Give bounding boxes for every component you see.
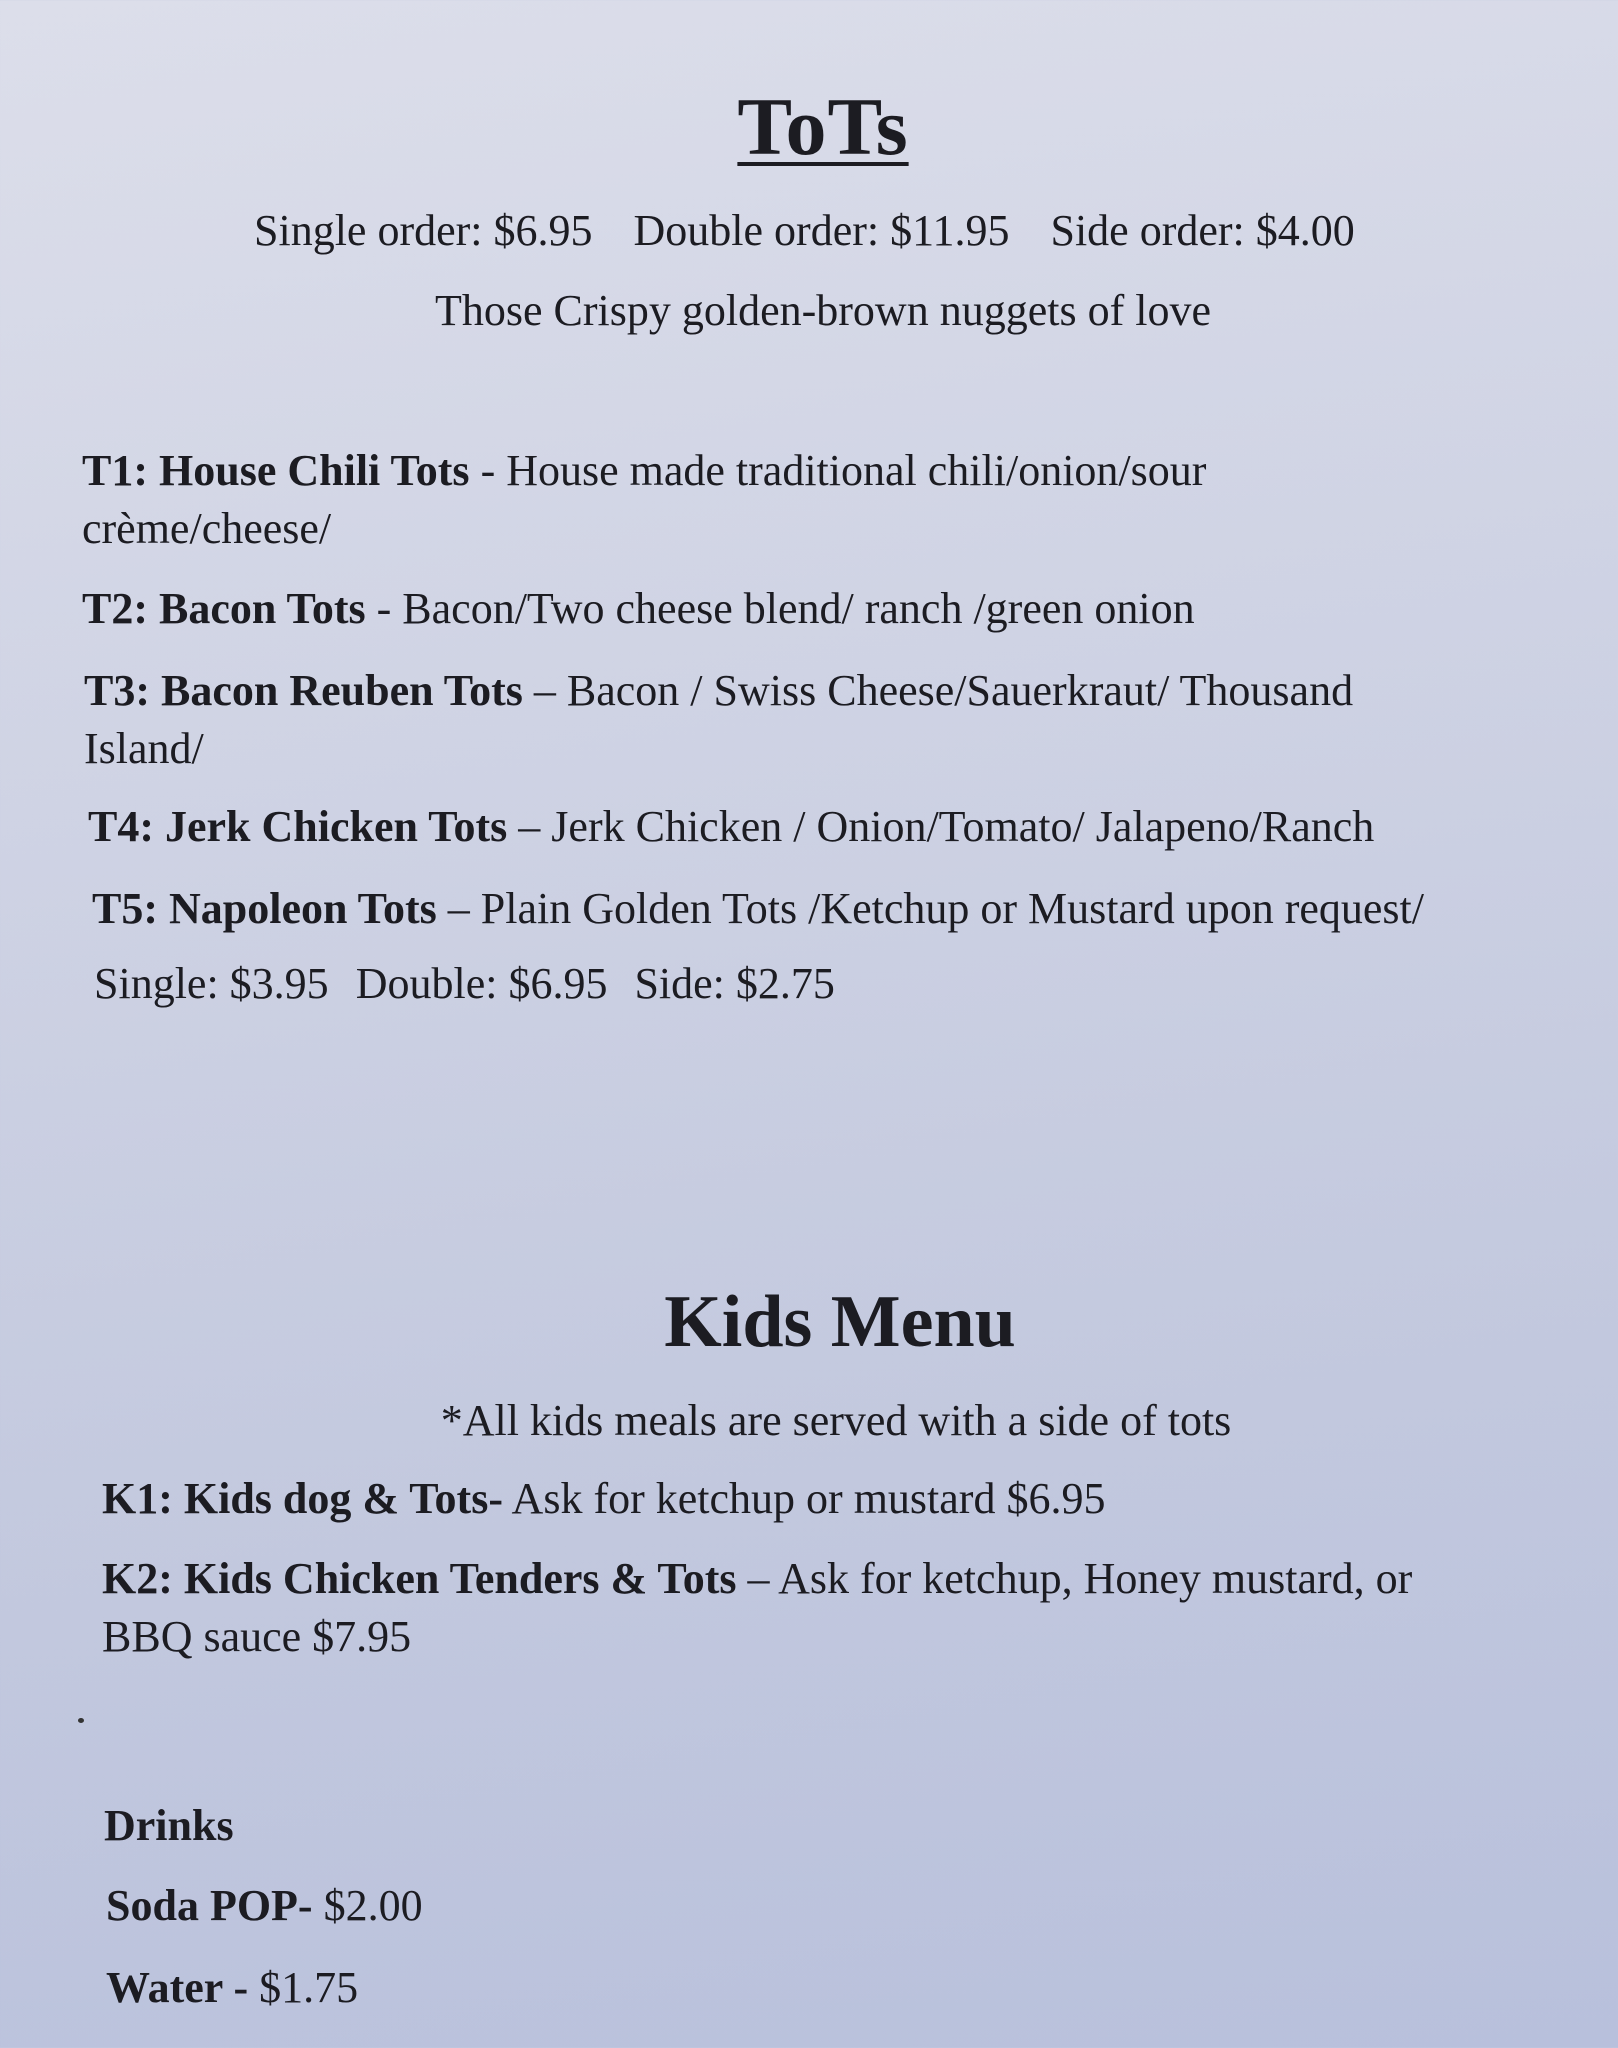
item-separator: – [522,666,567,715]
napoleon-side-price: Side: $2.75 [634,959,835,1008]
napoleon-double-price: Double: $6.95 [355,959,608,1008]
item-separator: – [507,802,552,851]
kids-menu-title: Kids Menu [664,1281,1016,1363]
menu-item-t1 [82,442,1206,558]
tots-double-price: Double order: $11.95 [633,206,1010,255]
drink-item-soda [106,1880,423,1931]
item-name: K2: Kids Chicken Tenders & Tots [102,1554,737,1603]
drink-item-water [106,1962,358,2013]
item-separator: - [365,584,403,633]
item-description-cont: Island/ [84,724,204,773]
item-description-cont: BBQ sauce $7.95 [102,1612,412,1661]
drinks-title: Drinks [104,1801,234,1850]
item-description-cont: crème/cheese/ [82,504,332,553]
tots-tagline: Those Crispy golden-brown nuggets of love [435,286,1211,335]
drink-name: Soda POP- [106,1881,313,1930]
item-description: Ask for ketchup or mustard $6.95 [502,1474,1106,1523]
menu-item-t3 [84,662,1353,778]
item-description: Ask for ketchup, Honey mustard, or [778,1554,1413,1603]
drink-name: Water - [106,1963,249,2012]
drink-price: $1.75 [248,1963,359,2012]
drink-price: $2.00 [312,1881,423,1930]
tots-single-price: Single order: $6.95 [254,206,593,255]
item-description: Bacon / Swiss Cheese/Sauerkraut/ Thousand [566,666,1354,715]
item-name: K1: Kids dog & Tots- [102,1474,503,1523]
item-name: T5: Napoleon Tots [92,884,437,933]
napoleon-single-price: Single: $3.95 [94,959,329,1008]
item-separator: – [436,884,481,933]
menu-item-k2 [102,1550,1412,1666]
item-description: Jerk Chicken / Onion/Tomato/ Jalapeno/Ranch [551,802,1375,851]
item-separator: – [736,1554,779,1603]
tots-side-price: Side order: $4.00 [1050,206,1355,255]
menu-item-t2 [82,580,1195,638]
napoleon-prices [94,958,851,1009]
item-description: Bacon/Two cheese blend/ ranch /green onion [402,584,1195,633]
item-name: T3: Bacon Reuben Tots [84,666,523,715]
tots-title: ToTs [737,81,909,172]
item-name: T2: Bacon Tots [82,584,366,633]
item-description: House made traditional chili/onion/sour [506,446,1207,495]
item-separator: - [469,446,507,495]
kids-menu-note: *All kids meals are served with a side of tots [440,1396,1232,1445]
paper-speck [78,1718,84,1723]
menu-item-t5 [92,880,1424,938]
item-name: T4: Jerk Chicken Tots [88,802,508,851]
item-name: T1: House Chili Tots [82,446,470,495]
menu-item-t4 [88,798,1374,856]
item-description: Plain Golden Tots /Ketchup or Mustard upon request/ [480,884,1424,933]
menu-item-k1 [102,1470,1105,1528]
tots-prices [254,205,1385,256]
